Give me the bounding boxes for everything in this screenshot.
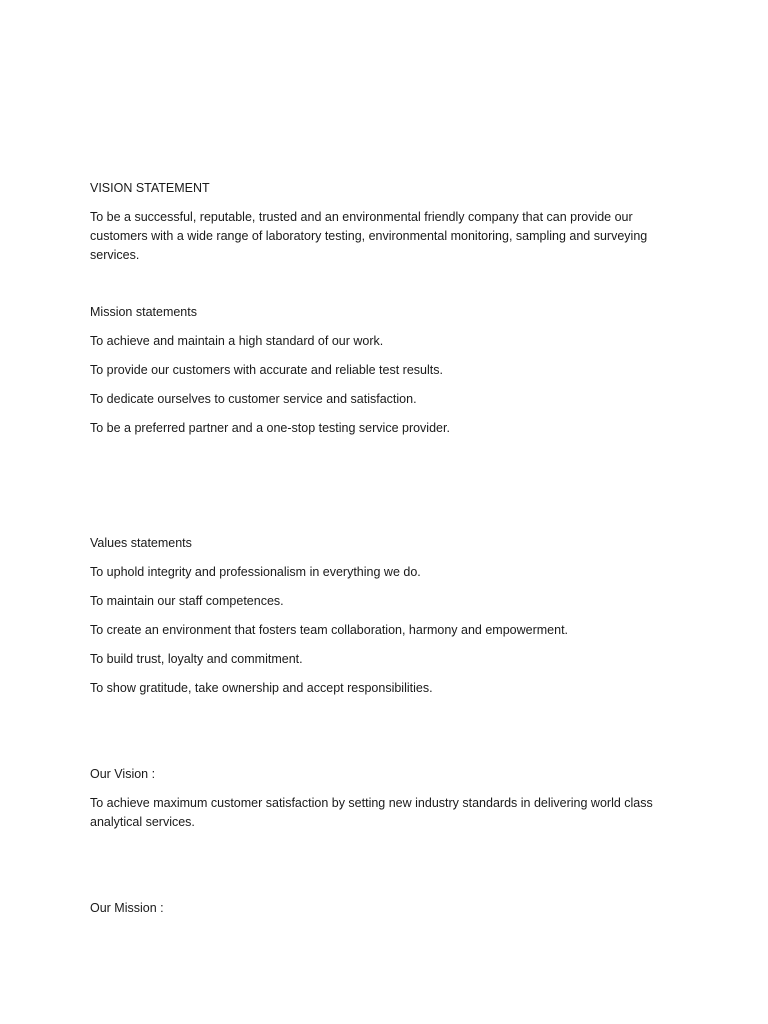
values-statements-heading: Values statements (90, 536, 192, 550)
mission-statements-heading: Mission statements (90, 305, 197, 319)
vision-statement-heading: VISION STATEMENT (90, 181, 210, 195)
values-item: To maintain our staff competences. (90, 594, 284, 608)
values-item: To build trust, loyalty and commitment. (90, 652, 303, 666)
values-item: To show gratitude, take ownership and accept responsibilities. (90, 681, 433, 695)
mission-item: To achieve and maintain a high standard of our work. (90, 334, 384, 348)
document-page (90, 179, 680, 918)
vision-statement-text: To be a successful, reputable, trusted and an environmental friendly company that can provide our customers with a wide range of laboratory testing, environmental monitoring, sampling and surveying services. (90, 210, 648, 262)
values-item: To create an environment that fosters team collaboration, harmony and empowerment. (90, 623, 569, 637)
mission-item: To provide our customers with accurate and reliable test results. (90, 363, 443, 377)
values-item: To uphold integrity and professionalism in everything we do. (90, 565, 421, 579)
our-vision-text: To achieve maximum customer satisfaction by setting new industry standards in delivering world class analytical services. (90, 796, 653, 829)
mission-item: To dedicate ourselves to customer service and satisfaction. (90, 392, 417, 406)
our-mission-heading: Our Mission : (90, 901, 164, 915)
mission-item: To be a preferred partner and a one-stop testing service provider. (90, 421, 450, 435)
our-vision-heading: Our Vision : (90, 767, 156, 781)
